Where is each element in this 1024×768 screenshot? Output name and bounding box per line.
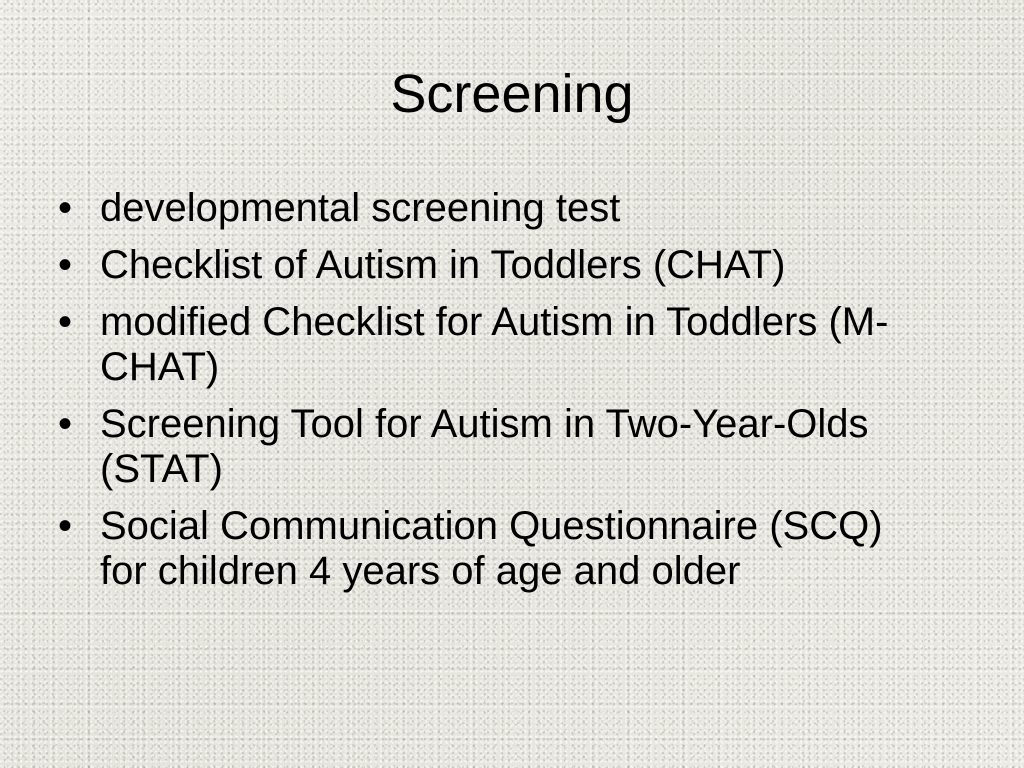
bullet-item <box>56 300 936 390</box>
bullet-text: Screening Tool for Autism in Two-Year-Olds (STAT) <box>100 402 869 491</box>
bullet-text: Social Communication Questionnaire (SCQ) for children 4 years of age and older <box>100 504 883 593</box>
bullet-text: modified Checklist for Autism in Toddlers (M-CHAT) <box>100 300 889 389</box>
bullet-dot-icon: • <box>58 504 73 548</box>
bullet-item <box>56 402 936 492</box>
bullet-dot-icon: • <box>58 243 73 287</box>
bullet-dot-icon: • <box>58 402 73 446</box>
bullet-item <box>56 504 936 594</box>
bullet-dot-icon: • <box>58 300 73 344</box>
bullet-item <box>56 243 936 288</box>
bullet-text: developmental screening test <box>100 186 621 230</box>
bullet-list <box>56 186 936 606</box>
bullet-text: Checklist of Autism in Toddlers (CHAT) <box>100 243 786 287</box>
bullet-item <box>56 186 936 231</box>
slide-title: Screening <box>390 64 634 124</box>
bullet-dot-icon: • <box>58 186 73 230</box>
